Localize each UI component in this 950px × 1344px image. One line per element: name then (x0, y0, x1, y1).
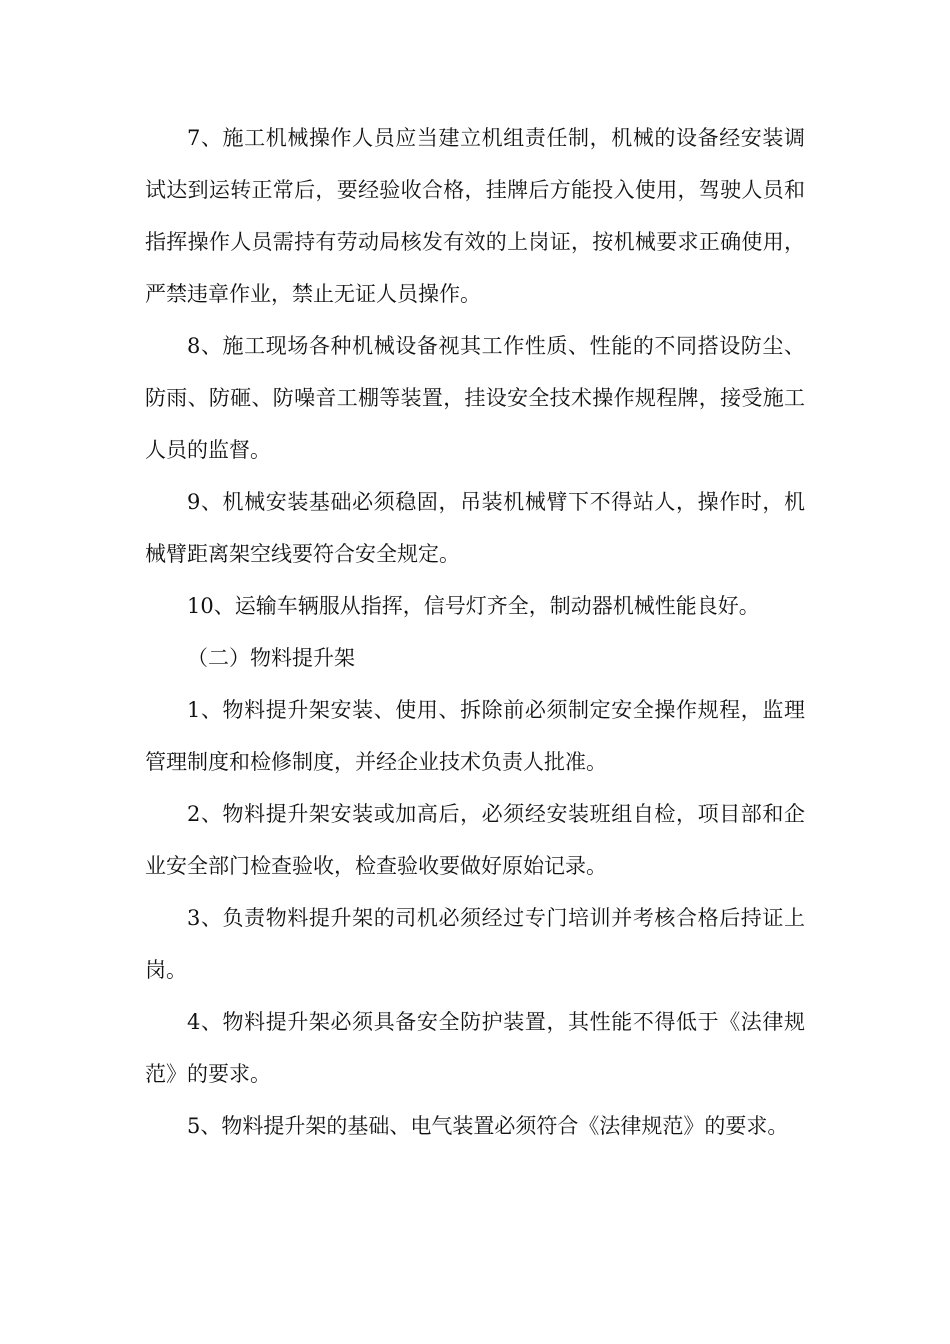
paragraph-item-9: 9、机械安装基础必须稳固，吊装机械臂下不得站人，操作时，机械臂距离架空线要符合安全规定。 (145, 490, 805, 566)
paragraph-item-7: 7、施工机械操作人员应当建立机组责任制，机械的设备经安装调试达到运转正常后，要经验收合格，挂牌后方能投入使用，驾驶人员和指挥操作人员需持有劳动局核发有效的上岗证，按机械要求正确使用，严禁违章作业，禁止无证人员操作。 (145, 126, 805, 306)
section-heading-material-hoist: （二）物料提升架 (187, 646, 355, 670)
paragraph-hoist-4: 4、物料提升架必须具备安全防护装置，其性能不得低于《法律规范》的要求。 (145, 1010, 805, 1086)
paragraph-hoist-2: 2、物料提升架安装或加高后，必须经安装班组自检，项目部和企业安全部门检查验收，检查验收要做好原始记录。 (145, 802, 805, 878)
paragraph-item-8: 8、施工现场各种机械设备视其工作性质、性能的不同搭设防尘、防雨、防砸、防噪音工棚等装置，挂设安全技术操作规程牌，接受施工人员的监督。 (145, 334, 805, 462)
paragraph-item-10: 10、运输车辆服从指挥，信号灯齐全，制动器机械性能良好。 (187, 594, 760, 618)
paragraph-hoist-3: 3、负责物料提升架的司机必须经过专门培训并考核合格后持证上岗。 (145, 906, 805, 982)
paragraph-hoist-1: 1、物料提升架安装、使用、拆除前必须制定安全操作规程，监理管理制度和检修制度，并经企业技术负责人批准。 (145, 698, 805, 774)
paragraph-hoist-5: 5、物料提升架的基础、电气装置必须符合《法律规范》的要求。 (187, 1114, 789, 1138)
document-body (145, 112, 805, 1152)
